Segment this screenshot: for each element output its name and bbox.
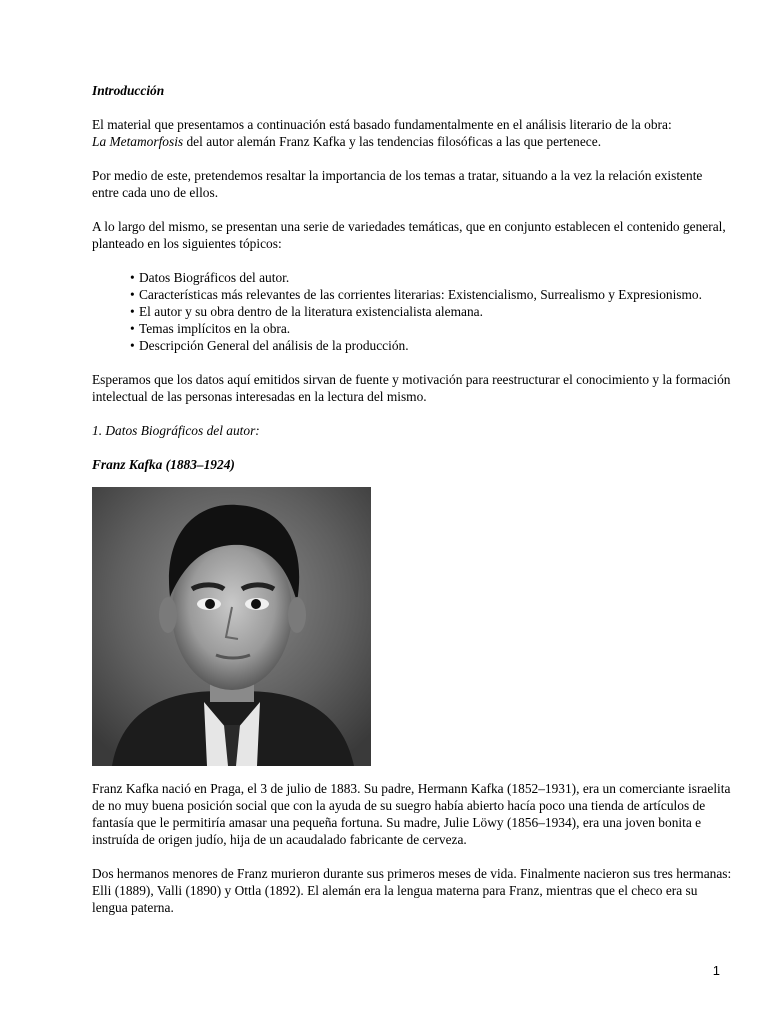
list-item (130, 269, 732, 286)
bullet-icon: • (130, 304, 135, 319)
intro-paragraph-1-text: El material que presentamos a continuación está basado fundamentalmente en el análisis literario de la obra: (92, 117, 672, 132)
bullet-icon: • (130, 270, 135, 285)
bio-paragraph-2: Dos hermanos menores de Franz murieron durante sus primeros meses de vida. Finalmente nacieron sus tres hermanas: Elli (1889), Valli (1890) y Ottla (1892). El alemán era la lengua materna para Franz, mientras que el checo era su lengua paterna. (92, 866, 732, 915)
work-title: La Metamorfosis (92, 134, 184, 149)
topics-list (92, 269, 732, 354)
bio-heading: Franz Kafka (1883–1924) (92, 457, 235, 472)
page-number: 1 (712, 963, 720, 978)
bullet-icon: • (130, 321, 135, 336)
intro-paragraph-3: A lo largo del mismo, se presentan una serie de variedades temáticas, que en conjunto establecen el contenido general, planteado en los siguientes tópicos: (92, 219, 726, 251)
document-page (92, 82, 732, 916)
intro-paragraph-1-rest: del autor alemán Franz Kafka y las tendencias filosóficas a las que pertenece. (183, 134, 602, 149)
bullet-icon: • (130, 287, 135, 302)
author-portrait-photo (92, 487, 371, 766)
bio-paragraph-1: Franz Kafka nació en Praga, el 3 de julio de 1883. Su padre, Hermann Kafka (1852–1931), era un comerciante israelita de no muy buena posición social que con la ayuda de su suegro había abierto hacía poco una tienda de artículos de fantasía que le permitiría amasar una pequeña fortuna. Su madre, Julie Löwy (1856–1934), era una joven bonita e instruída de origen judío, hija de un acaudalado fabricante de cerveza. (92, 781, 731, 847)
list-item-text: Temas implícitos en la obra. (139, 321, 291, 336)
bullet-icon: • (130, 338, 135, 353)
list-item (130, 337, 732, 354)
list-item (130, 286, 732, 303)
list-item (130, 320, 732, 337)
list-item-text: Características más relevantes de las corrientes literarias: Existencialismo, Surrealismo y Expresionismo. (139, 287, 702, 302)
intro-heading: Introducción (92, 83, 165, 98)
list-item-text: Datos Biográficos del autor. (139, 270, 290, 285)
list-item (130, 303, 732, 320)
intro-paragraph-2: Por medio de este, pretendemos resaltar la importancia de los temas a tratar, situando a la vez la relación existente entre cada uno de ellos. (92, 168, 703, 200)
list-item-text: Descripción General del análisis de la producción. (139, 338, 409, 353)
intro-paragraph-4: Esperamos que los datos aquí emitidos sirvan de fuente y motivación para reestructurar el conocimiento y la formación intelectual de las personas interesadas en la lectura del mismo. (92, 372, 731, 404)
list-item-text: El autor y su obra dentro de la literatura existencialista alemana. (139, 304, 483, 319)
section-heading: 1. Datos Biográficos del autor: (92, 423, 260, 438)
intro-paragraph-1 (92, 116, 732, 150)
